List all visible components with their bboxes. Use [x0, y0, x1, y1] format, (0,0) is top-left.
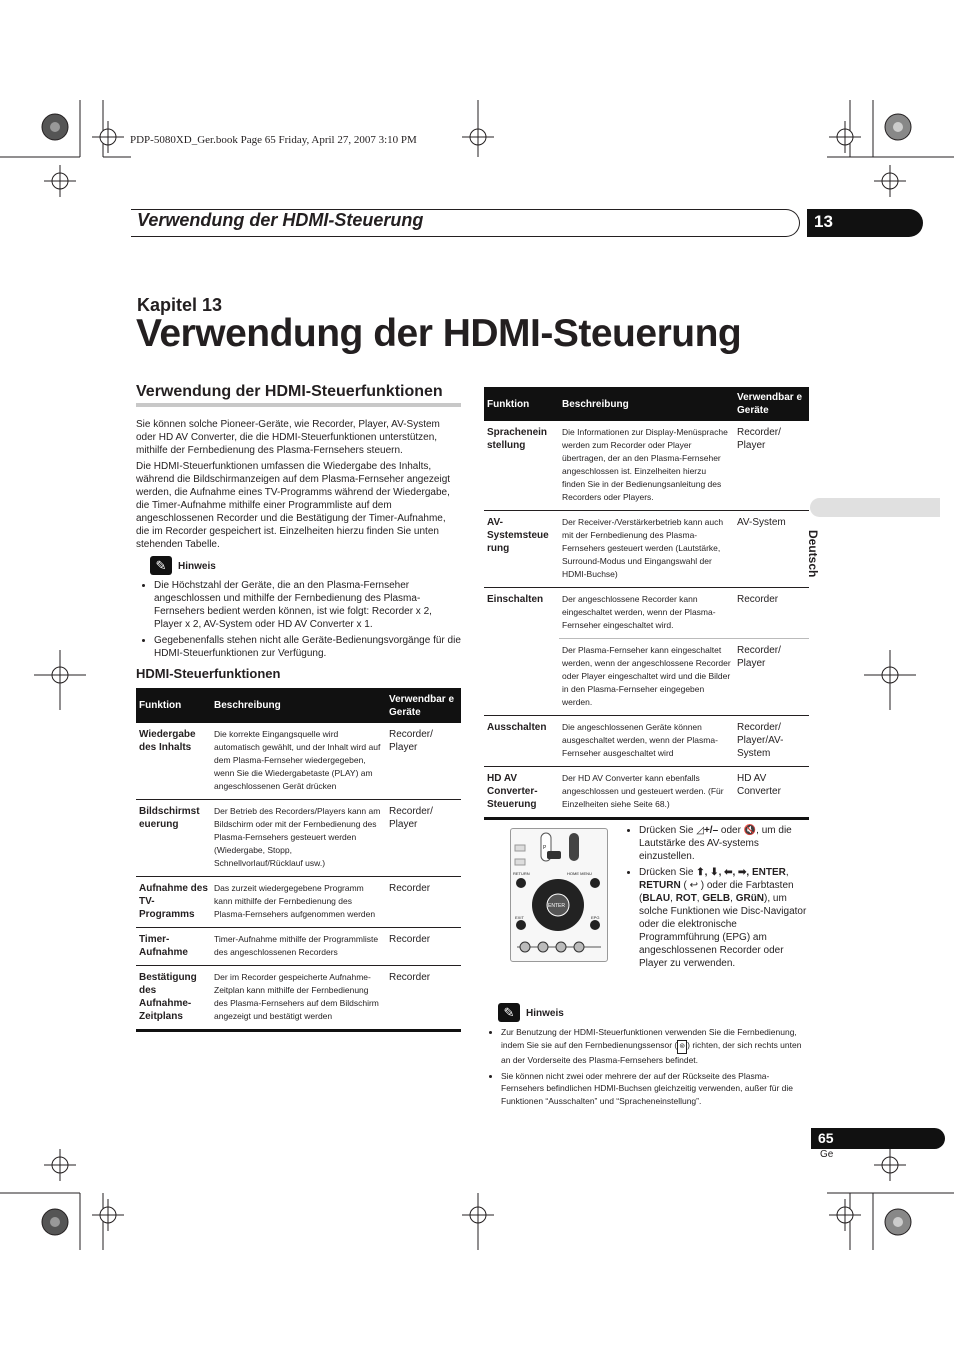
column-header-devices: Verwendbar e Geräte: [386, 688, 461, 723]
note-item: • Die Höchstzahl der Geräte, die an den Plasma-Fernseher angeschlossen und mithilfe der Fernbedienung des Plasma-Fernsehers bedient werden können, ist wie folgt: Recorder x 2, Player x 2, AV-System oder HD AV Converter x 1.: [154, 579, 461, 631]
note-label: Hinweis: [526, 1008, 564, 1019]
column-header-devices: Verwendbar e Geräte: [734, 387, 809, 421]
return-key-label: RETURN: [513, 871, 530, 876]
page-number: 65: [818, 1130, 834, 1146]
devices-cell: HD AV Converter: [734, 767, 809, 819]
function-cell: Aufnahme des TV-Programms: [136, 877, 211, 928]
epg-key-label: EPG: [591, 915, 600, 920]
description-cell: Der HD AV Converter kann ebenfalls angeschlossen und gesteuert werden. (Für Einzelheiten siehe Seite 68.): [559, 767, 734, 819]
return-icon: ↩: [689, 880, 698, 891]
description-cell: Der Receiver-/Verstärkerbetrieb kann auch mit der Fernbedienung des Plasma-Fernsehers gesteuert werden (Lautstärke, Surround-Modus und Eingangswahl der HDMI-Buchse): [559, 511, 734, 588]
description-cell: Der Betrieb des Recorders/Players kann am Bildschirm oder mit der Fernbedienung des Plasma-Fernsehers gesteuert werden (Wiedergabe, Stopp, Schnellvorlauf/Rücklauf usw.): [211, 800, 386, 877]
devices-cell: Recorder/ Player: [734, 421, 809, 511]
devices-cell: AV-System: [734, 511, 809, 588]
functions-table-left: [136, 688, 461, 1032]
table-row: [484, 511, 809, 588]
function-cell: AV-Systemsteue rung: [484, 511, 559, 588]
section-title: Verwendung der HDMI-Steuerfunktionen: [136, 383, 443, 400]
devices-cell: Recorder: [386, 877, 461, 928]
function-cell: Bestätigung des Aufnahme-Zeitplans: [136, 966, 211, 1031]
page-title: Verwendung der HDMI-Steuerung: [136, 312, 742, 355]
table-row: [136, 723, 461, 800]
section-rule: [136, 403, 461, 407]
chapter-number: 13: [814, 212, 833, 231]
table-title: HDMI-Steuerfunktionen: [136, 666, 281, 681]
column-header-description: Beschreibung: [559, 387, 734, 421]
table-row: [484, 421, 809, 511]
pencil-note-icon: ✎: [498, 1003, 520, 1022]
volume-key: +/–: [703, 825, 719, 836]
remote-drawing: [511, 829, 607, 961]
description-cell: Die angeschlossenen Geräte können ausgeschaltet werden, wenn der Plasma-Fernseher ausgeschaltet wird: [559, 716, 734, 767]
table-row: [136, 966, 461, 1031]
p-key-label: P: [543, 845, 547, 851]
exit-key-label: EXIT: [515, 915, 524, 920]
function-cell: Sprachenein stellung: [484, 421, 559, 511]
function-cell: Ausschalten: [484, 716, 559, 767]
table-row: [136, 928, 461, 966]
chapter-label: Kapitel 13: [137, 295, 223, 315]
devices-cell: Recorder/ Player/AV-System: [734, 716, 809, 767]
note-item: • Gegebenenfalls stehen nicht alle Geräte-Bedienungsvorgänge für die HDMI-Steuerfunktionen zur Verfügung.: [154, 634, 461, 660]
volume-triangle-icon: ◿: [696, 825, 704, 836]
function-cell: HD AV Converter-Steuerung: [484, 767, 559, 819]
description-cell: Der angeschlossene Recorder kann eingeschaltet werden, wenn der Plasma-Fernseher eingeschaltet wird.: [559, 588, 734, 639]
enter-key-label: ENTER: [548, 903, 565, 909]
table-row: [484, 588, 809, 639]
column-header-function: Funktion: [136, 688, 211, 723]
note-list-2: [486, 1026, 809, 1110]
note-item: • Sie können nicht zwei oder mehrere der auf der Rückseite des Plasma-Fernsehers befindlichen HDMI-Buchsen gleichzeitig verwenden, außer für die Funktionen “Ausschalten” und “Spracheneinstellung”.: [501, 1070, 809, 1108]
devices-cell: Recorder: [386, 928, 461, 966]
intro-paragraph: Sie können solche Pioneer-Geräte, wie Recorder, Player, AV-System oder HD AV Converter, die die HDMI-Steuerfunktionen unterstützen, mithilfe der Fernbedienung des Plasma-Fernsehers steuern.: [136, 419, 440, 456]
description-paragraph: Die HDMI-Steuerfunktionen umfassen die Wiedergabe des Inhalts, während die Bildschirmanzeigen auf dem Plasma-Fernseher angezeigt werden, die Aufnahme eines TV-Programms während der Wiedergabe, die Timer-Aufnahme mithilfe einer Programmliste auf dem angeschlossenen Recorder und die Bestätigung der Timer-Aufnahme, die im Recorder gespeichert ist. Einzelheiten hierzu finden Sie unten stehenden Tabelle.: [136, 461, 451, 550]
column-header-function: Funktion: [484, 387, 559, 421]
remote-control-illustration: [510, 828, 608, 962]
devices-cell: Recorder/ Player: [734, 639, 809, 716]
remote-instructions: [622, 824, 812, 973]
description-cell: Der im Recorder gespeicherte Aufnahme-Zeitplan kann mithilfe der Fernbedienung des Plasma-Fernsehers auf dem Bildschirm angezeigt und bestätigt werden: [211, 966, 386, 1031]
table-row: [484, 767, 809, 819]
description-cell: Timer-Aufnahme mithilfe der Programmliste des angeschlossenen Recorders: [211, 928, 386, 966]
description-cell: Die korrekte Eingangsquelle wird automatisch gewählt, und der Inhalt wird auf dem Plasma-Fernseher wiedergegeben, wenn Sie die Wiedergabetaste (PLAY) am angeschlossenen Gerät drücken: [211, 723, 386, 800]
table-row: [136, 877, 461, 928]
table-row: [136, 800, 461, 877]
volume-instruction: • Drücken Sie ◿+/– oder 🔇, um die Lautstärke des AV-systems einzustellen.: [639, 824, 812, 863]
function-cell: Einschalten: [484, 588, 559, 716]
book-file-line: PDP-5080XD_Ger.book Page 65 Friday, April 27, 2007 3:10 PM: [130, 134, 417, 146]
arrow-keys: ⬆, ⬇, ⬅, ➡,: [696, 867, 750, 878]
navigation-instruction: • Drücken Sie ⬆, ⬇, ⬅, ➡, ENTER, RETURN ( ↩ ) oder die Farbtasten (BLAU, ROT, GELB, GRüN), um solche Funktionen wie Disc-Navigator oder die elektronische Programmführung (EPG) am angeschlossenen Recorder oder Player zu verwenden.: [639, 866, 812, 970]
remote-sensor-icon: ⊚: [677, 1040, 687, 1055]
function-cell: Wiedergabe des Inhalts: [136, 723, 211, 800]
pencil-note-icon: ✎: [150, 556, 172, 575]
devices-cell: Recorder/ Player: [386, 723, 461, 800]
page-language-code: Ge: [820, 1149, 834, 1160]
note-item: • Zur Benutzung der HDMI-Steuerfunktionen verwenden Sie die Fernbedienung, indem Sie sie auf den Fernbedienungssensor ( ⊚ ) richten, der sich rechts unten an der Vorderseite des Plasma-Fernsehers befindet.: [501, 1026, 809, 1067]
language-label: Deutsch: [806, 530, 820, 578]
function-cell: Timer-Aufnahme: [136, 928, 211, 966]
note-list: [137, 579, 461, 663]
running-header-title: Verwendung der HDMI-Steuerung: [137, 210, 424, 230]
note-label: Hinweis: [178, 561, 216, 572]
function-cell: Bildschirmst euerung: [136, 800, 211, 877]
devices-cell: Recorder/ Player: [386, 800, 461, 877]
language-side-tab: [810, 498, 940, 517]
home-menu-key-label: HOME MENU: [567, 871, 592, 876]
mute-icon: 🔇: [743, 825, 757, 836]
devices-cell: Recorder: [386, 966, 461, 1031]
description-cell: Die Informationen zur Display-Menüsprache werden zum Recorder oder Player übertragen, der an den Plasma-Fernseher angeschlossen ist. Einzelheiten hierzu finden Sie in der Bedienungsanleitung des Recorders oder Players.: [559, 421, 734, 511]
column-header-description: Beschreibung: [211, 688, 386, 723]
functions-table-right: [484, 387, 809, 820]
description-cell: Der Plasma-Fernseher kann eingeschaltet werden, wenn der angeschlossene Recorder oder Player eingeschaltet wird und die Bilder in den Plasma-Fernseher eingegeben werden.: [559, 639, 734, 716]
table-row: [484, 716, 809, 767]
devices-cell: Recorder: [734, 588, 809, 639]
description-cell: Das zurzeit wiedergegebene Programm kann mithilfe der Fernbedienung des Plasma-Fernsehers aufgenommen werden: [211, 877, 386, 928]
